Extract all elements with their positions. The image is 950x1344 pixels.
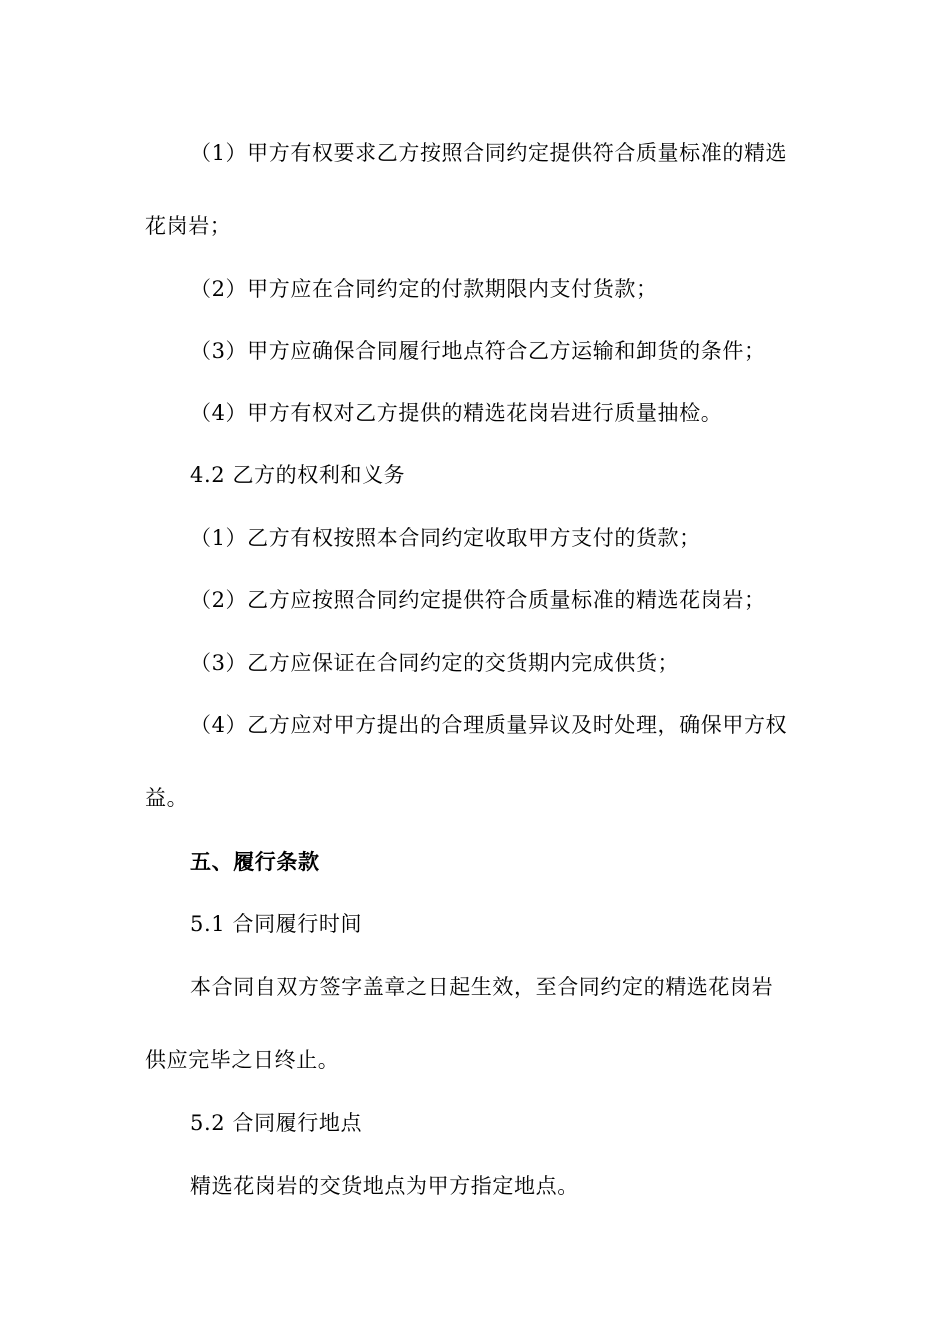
- party-a-right-4: （4）甲方有权对乙方提供的精选花岗岩进行质量抽检。: [190, 401, 723, 425]
- party-a-obligation-3: （3）甲方应确保合同履行地点符合乙方运输和卸货的条件；: [190, 339, 766, 363]
- section-heading-5-1: 5.1 合同履行时间: [190, 912, 363, 936]
- chapter-heading-performance: 五、履行条款: [190, 849, 320, 874]
- performance-time-line2: 供应完毕之日终止。: [145, 1048, 340, 1072]
- section-heading-5-2: 5.2 合同履行地点: [190, 1111, 363, 1135]
- performance-time-line1: 本合同自双方签字盖章之日起生效，至合同约定的精选花岗岩: [190, 975, 774, 999]
- party-b-obligation-4-line1: （4）乙方应对甲方提出的合理质量异议及时处理，确保甲方权: [190, 713, 788, 737]
- party-b-right-1: （1）乙方有权按照本合同约定收取甲方支付的货款；: [190, 526, 701, 550]
- performance-place: 精选花岗岩的交货地点为甲方指定地点。: [190, 1174, 579, 1198]
- party-a-obligation-2: （2）甲方应在合同约定的付款期限内支付货款；: [190, 277, 658, 301]
- section-heading-4-2: 4.2 乙方的权利和义务: [190, 463, 406, 487]
- party-a-right-1-line2: 花岗岩；: [145, 214, 232, 238]
- party-b-obligation-3: （3）乙方应保证在合同约定的交货期内完成供货；: [190, 651, 680, 675]
- party-b-obligation-2: （2）乙方应按照合同约定提供符合质量标准的精选花岗岩；: [190, 588, 766, 612]
- party-a-right-1-line1: （1）甲方有权要求乙方按照合同约定提供符合质量标准的精选: [190, 141, 788, 165]
- party-b-obligation-4-line2: 益。: [145, 786, 189, 810]
